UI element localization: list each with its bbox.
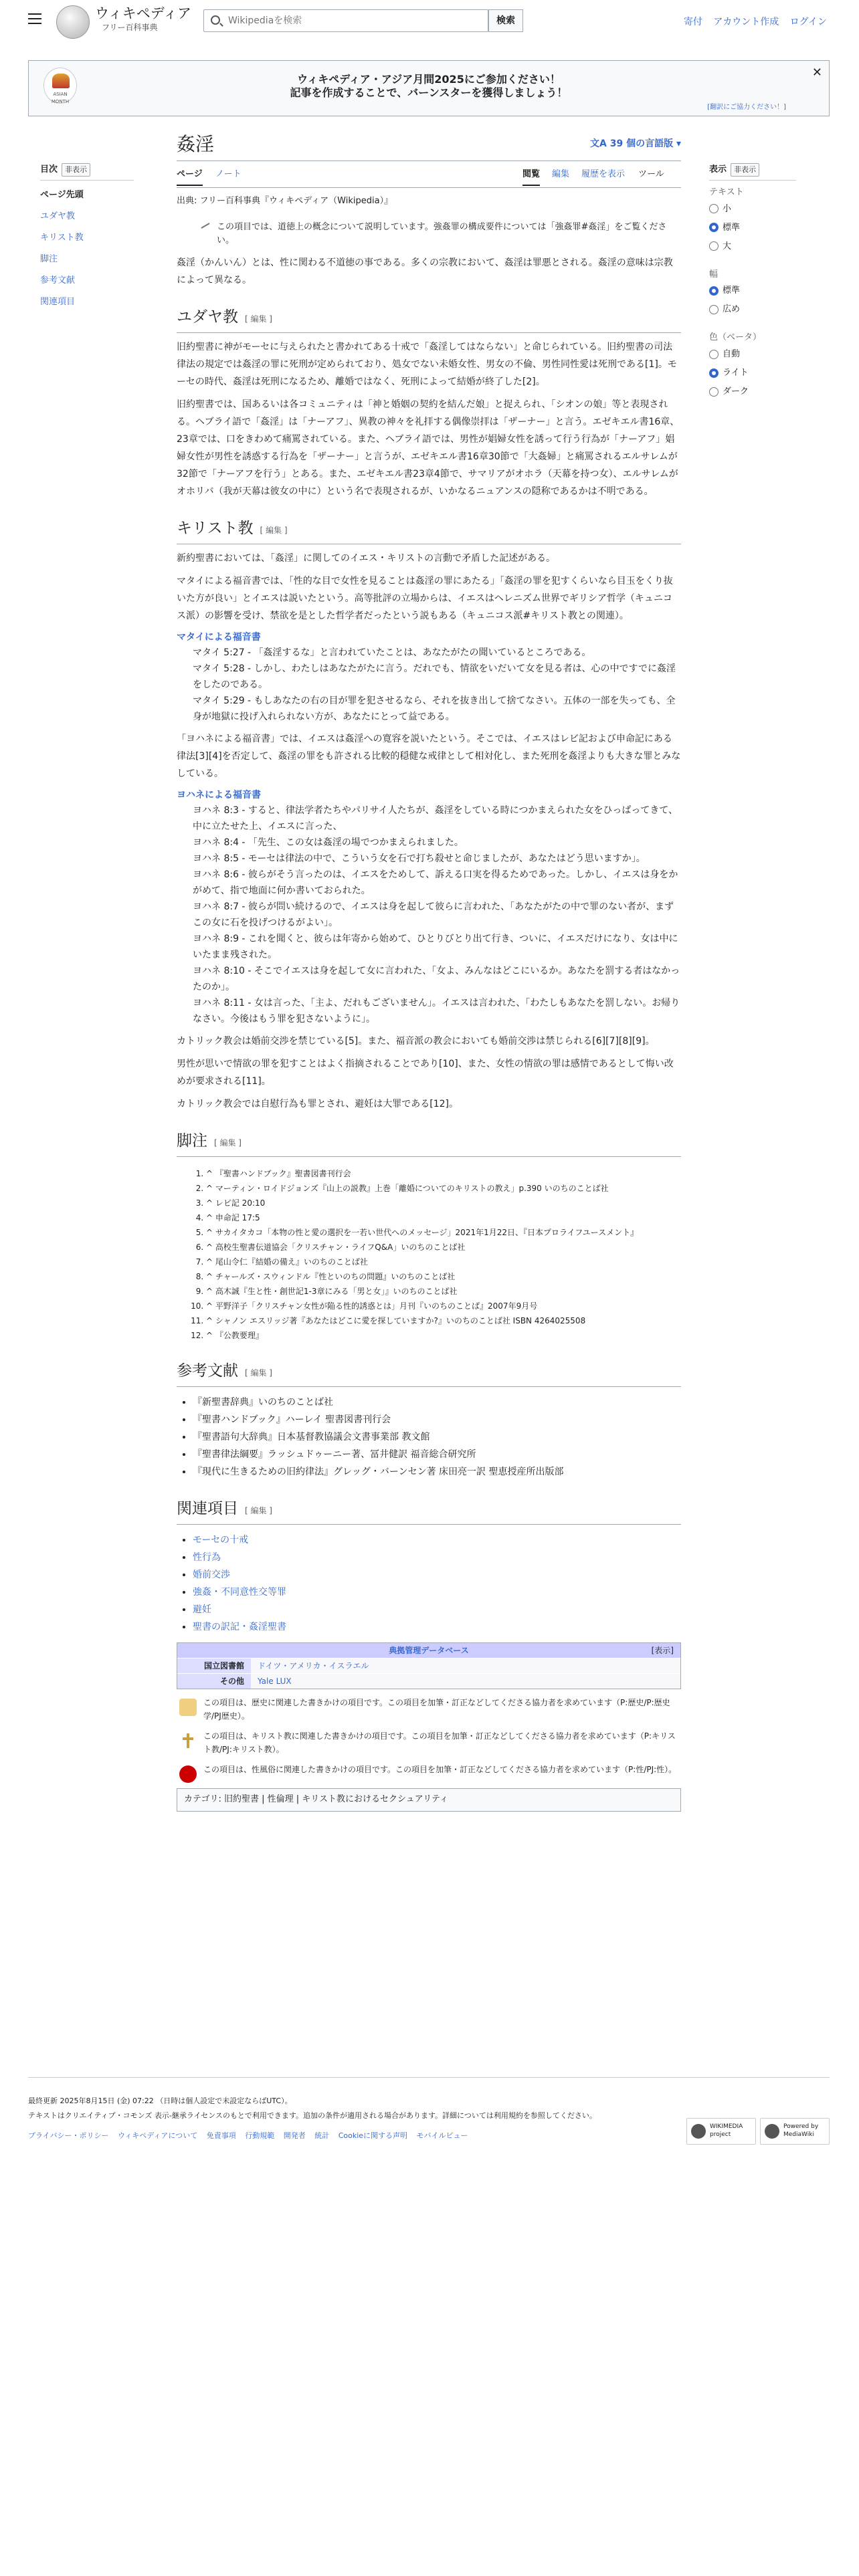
asian-month-badge: ASIAN MONTH — [43, 68, 77, 104]
wordmark[interactable]: ウィキペディア — [95, 5, 192, 21]
paragraph: 「ヨハネによる福音書」では、イエスは姦淫への寛容を説いたという。そこでは、イエスはレビ記および申命記にある律法[3][4]を否定して、姦淫の罪をも許される比較的穏健な戒律として相対化し、また死刑を姦淫よりも大きな罪とみなしている。 — [177, 733, 681, 779]
translate-link[interactable]: [翻訳にご協力ください！] — [707, 104, 786, 111]
cross-icon — [179, 1732, 197, 1749]
list-item: • 『聖書語句大辞典』日本基督教協議会文書事業部 教文館 — [193, 1428, 681, 1446]
authority-control-navbox — [177, 1642, 681, 1689]
footer-link[interactable]: ウィキペディアについて — [117, 2131, 198, 2140]
width-label: 幅 — [709, 269, 719, 280]
tab-page[interactable]: ページ — [177, 168, 203, 186]
donate-link[interactable]: 寄付 — [683, 17, 702, 27]
edit-link[interactable]: [ 編集 ] — [214, 1138, 242, 1148]
category-box[interactable]: カテゴリ: 旧約聖書 | 性倫理 | キリスト教におけるセクシュアリティ — [177, 1788, 681, 1812]
section-references: 参考文献 [ 編集 ] — [177, 1360, 681, 1387]
tagline: フリー百科事典 — [102, 23, 158, 32]
age-restriction-icon — [179, 1765, 197, 1783]
appearance-hide-button[interactable]: 非表示 — [731, 163, 759, 177]
footnote: 12. ^ 『公教要理』 — [206, 1328, 681, 1343]
width-standard-option[interactable]: 標準 — [709, 282, 796, 300]
verse: ヨハネ 8:7 - 彼らが問い続けるので、イエスは身を起して彼らに言われた、「あなたがたの中で罪のない者が、まずこの女に石を投げつけるがよい」。 — [193, 901, 674, 928]
toc-item-judaism[interactable]: ユダヤ教 — [40, 211, 76, 221]
wikimedia-badge[interactable]: WIKIMEDIA project — [686, 2118, 756, 2145]
color-light-option[interactable]: ライト — [709, 364, 796, 383]
verse: ヨハネ 8:3 - すると、律法学者たちやパリサイ人たちが、姦淫をしている時につかまえられた女をひっぱってきて、中に立たせた上、イエスに言った、 — [193, 804, 678, 832]
verse: マタイ 5:28 - しかし、わたしはあなたがたに言う。だれでも、情欲をいだいて女を見る者は、心の中ですでに姦淫をしたのである。 — [193, 663, 676, 690]
login-link[interactable]: ログイン — [789, 17, 827, 27]
footer-link[interactable]: モバイルビュー — [416, 2131, 468, 2140]
toc-item-christianity[interactable]: キリスト教 — [40, 232, 84, 243]
radio-icon — [709, 204, 719, 213]
edit-link[interactable]: [ 編集 ] — [260, 525, 288, 535]
verse: ヨハネ 8:6 - 彼らがそう言ったのは、イエスをためして、訴える口実を得るためであった。しかし、イエスは身をかがめて、指で地面に何か書いておられた。 — [193, 869, 678, 896]
history-icon — [179, 1699, 197, 1716]
color-auto-option[interactable]: 自動 — [709, 345, 796, 364]
edit-link[interactable]: [ 編集 ] — [245, 1505, 272, 1515]
footer-link[interactable]: 開発者 — [283, 2131, 306, 2140]
width-wide-option[interactable]: 広め — [709, 300, 796, 319]
wikipedia-logo[interactable] — [56, 5, 90, 39]
section-notes: 脚注 [ 編集 ] — [177, 1130, 681, 1157]
list-item: • 『新聖書辞典』いのちのことば社 — [193, 1394, 681, 1411]
stub-notice-christianity: この項目は、キリスト教に関連した書きかけの項目です。この項目を加筆・訂正などしてくださる協力者を求めています（P:キリスト教/PJ:キリスト教）。 — [177, 1729, 681, 1756]
reference-list — [193, 1394, 681, 1481]
paragraph: 旧約聖書では、国あるいは各コミュニティは「神と婚姻の契約を結んだ娘」と捉えられ、「シオンの娘」等と表現される。ヘブライ語で「姦淫」は「ナーアフ」、異教の神々を礼拝する偶像崇拝は「ザーナー」と言う。エゼキエル書16章、23章では、口をきわめて痛罵されている。また、ヘブライ語では、男性が娼婦女性を誘って行う行為が「ナーアフ」娼婦女性が男性を誘惑する行為を「ザーナー」と言うが、エゼキエル書16章30節で「大姦婦」と痛罵されるエルサレムが32節で「ナーアフを行う」とある。また、エゼキエル書23章4節で、サマリアがオホラ（天幕を持つ女）、エルサレムがオホリバ（我が天幕は彼女の中に）という名で表現されるが、いかなるニュアンスの隠称であるかは不明である。 — [177, 399, 680, 497]
navbox-row: その他 Yale LUX — [177, 1673, 680, 1689]
navbox-toggle[interactable]: [表示] — [651, 1645, 674, 1655]
footnote: 1. ^ 『聖書ハンドブック』聖書図書刊行会 — [206, 1166, 681, 1181]
radio-icon — [709, 305, 719, 314]
footnote: 10. ^ 平野洋子「クリスチャン女性が陥る性的誘惑とは」月刊『いのちのことば』2007年9月号 — [206, 1299, 681, 1313]
text-small-option[interactable]: 小 — [709, 200, 796, 219]
close-icon[interactable]: ✕ — [812, 66, 822, 80]
page-tabs — [177, 161, 681, 188]
language-button[interactable]: 文A 39 個の言語版 ▾ — [590, 138, 681, 149]
text-large-option[interactable]: 大 — [709, 237, 796, 256]
footnote-list — [203, 1166, 681, 1343]
text-standard-option[interactable]: 標準 — [709, 219, 796, 237]
section-christianity: キリスト教 [ 編集 ] — [177, 518, 681, 544]
footer-link[interactable]: 統計 — [314, 2131, 330, 2140]
verse-list — [193, 802, 681, 1027]
verse: ヨハネ 8:5 - モーセは律法の中で、こういう女を石で打ち殺せと命じましたが、あなたはどう思いますか」。 — [193, 853, 646, 864]
footnote: 8. ^ チャールズ・スウィンドル『性といのちの問題』いのちのことば社 — [206, 1269, 681, 1284]
search-box[interactable] — [203, 9, 488, 32]
paragraph: カトリック教会は婚前交渉を禁じている[5]。また、福音派の教会においても婚前交渉は禁じられる[6][7][8][9]。 — [177, 1035, 655, 1047]
related-link[interactable]: 婚前交渉 — [193, 1569, 230, 1580]
stub-notice-sexuality: この項目は、性風俗に関連した書きかけの項目です。この項目を加筆・訂正などしてくださる協力者を求めています（P:性/PJ:性）。 — [177, 1763, 681, 1776]
related-link[interactable]: 避妊 — [193, 1604, 211, 1615]
paragraph: マタイによる福音書では、「性的な目で女性を見ることは姦淫の罪にあたる」「姦淫の罪を犯すくらいなら目玉をくり抜いた方が良い」とイエスは説いたという。高等批評の立場からは、イエスはヘレニズム世界でギリシア哲学（キュニコス派）の影響を受け、禁欲を是とした哲学者だったという説もある（キュニコス派#キリスト教との関連）。 — [177, 575, 673, 621]
stub-notice-history: この項目は、歴史に関連した書きかけの項目です。この項目を加筆・訂正などしてくださる協力者を求めています（P:歴史/P:歴史学/PJ歴史）。 — [177, 1696, 681, 1723]
verse: ヨハネ 8:9 - これを聞くと、彼らは年寄から始めて、ひとりびとり出て行き、ついに、イエスだけになり、女は中にいたまま残された。 — [193, 933, 678, 960]
site-notice-banner — [28, 60, 830, 116]
license-text: テキストはクリエイティブ・コモンズ 表示-継承ライセンスのもとで利用できます。追加の条件が適用される場合があります。詳細については利用規約を参照してください。 — [28, 2111, 597, 2120]
tab-talk[interactable]: ノート — [215, 169, 242, 179]
verse: ヨハネ 8:11 - 女は言った、「主よ、だれもございません」。イエスは言われた、「わたしもあなたを罰しない。お帰りなさい。今後はもう罪を犯さないように」。 — [193, 997, 680, 1025]
paragraph: 男性が思いで情欲の罪を犯すことはよく指摘されることであり[10]、また、女性の情欲の罪は感情であるとして悔い改めが要求される[11]。 — [177, 1058, 674, 1087]
paragraph: カトリック教会では自慰行為も罪とされ、避妊は大罪である[12]。 — [177, 1098, 459, 1109]
create-account-link[interactable]: アカウント作成 — [713, 17, 779, 27]
disambiguation-icon — [201, 223, 212, 233]
article-content — [177, 131, 681, 1812]
footnote: 4. ^ 申命記 17:5 — [206, 1210, 681, 1225]
user-tools — [676, 15, 827, 29]
toc-hide-button[interactable]: 非表示 — [62, 163, 90, 177]
footnote: 2. ^ マーティン・ロイドジョンズ『山上の説教』上巻「離婚についてのキリストの教え」p.390 いのちのことば社 — [206, 1181, 681, 1196]
from-line: 出典: フリー百科事典『ウィキペディア（Wikipedia）』 — [177, 196, 393, 206]
lead-paragraph: 姦淫（かんいん）とは、性に関わる不道徳の事である。多くの宗教において、姦淫は罪悪とされる。姦淫の意味は宗教によって異なる。 — [177, 257, 673, 286]
radio-icon — [709, 223, 719, 232]
related-link[interactable]: 強姦・不同意性交等罪 — [193, 1586, 286, 1598]
footnote: 3. ^ レビ記 20:10 — [206, 1196, 681, 1210]
subheading-john: ヨハネによる福音書 — [177, 789, 261, 800]
list-item: • 『聖書律法綱要』ラッシュドゥーニー著、冨井健訳 福音総合研究所 — [193, 1446, 681, 1463]
tab-edit[interactable]: 編集 — [552, 169, 570, 179]
site-header — [0, 0, 859, 43]
toc-item-related[interactable]: 関連項目 — [40, 296, 76, 307]
list-item: • 『聖書ハンドブック』ハーレイ 聖書図書刊行会 — [193, 1411, 681, 1428]
footnote: 6. ^ 高校生聖書伝道協会「クリスチャン・ライフQ&A」いのちのことば社 — [206, 1240, 681, 1255]
hatnote: この項目では、道徳上の概念について説明しています。強姦罪の構成要件については「強姦罪#姦淫」をご覧ください。 — [217, 221, 681, 247]
edit-link[interactable]: [ 編集 ] — [245, 314, 272, 324]
footer-link[interactable]: 免責事項 — [206, 2131, 236, 2140]
verse: ヨハネ 8:4 - 「先生、この女は姦淫の場でつかまえられました。 — [193, 837, 464, 848]
footnote: 5. ^ サカイタカコ「本物の性と愛の選択を一若い世代へのメッセージ」2021年1月22日、『日本プロライフユースメント』 — [206, 1225, 681, 1240]
search-input[interactable] — [228, 14, 429, 27]
footer-link[interactable]: Cookieに関する声明 — [338, 2131, 408, 2140]
section-judaism: ユダヤ教 [ 編集 ] — [177, 306, 681, 333]
footer-link[interactable]: プライバシー・ポリシー — [28, 2131, 109, 2140]
paragraph: 旧約聖書に神がモーセに与えられたと書かれてある十戒で「姦淫してはならない」と命じられている。旧約聖書の司法律法の規定では姦淫の罪に死刑が定められており、処女でない未婚女性、男女の不倫、男性同性愛は死刑である[1]。モーセの時代、姦淫は死刑になるため、離婚ではなく、死刑によって結婚が終了した[2]。 — [177, 341, 677, 387]
list-item: • 『現代に生きるための旧約律法』グレッグ・バーンセン著 床田亮一訳 聖恵授産所出版部 — [193, 1463, 681, 1481]
paragraph: 新約聖書においては、「姦淫」に関してのイエス・キリストの言動で矛盾した記述がある。 — [177, 552, 556, 564]
tab-tools[interactable]: ツール — [638, 169, 664, 179]
navbox-row: 国立図書館 ドイツ・アメリカ・イスラエル — [177, 1658, 680, 1673]
footer-link[interactable]: 行動規範 — [245, 2131, 275, 2140]
main-menu-icon[interactable] — [28, 13, 41, 24]
radio-icon — [709, 286, 719, 296]
appearance-title: 表示 非表示 — [709, 163, 796, 181]
radio-icon — [709, 368, 719, 378]
banner-text: ウィキペディア・アジア月間2025にご参加ください！ 記事を作成することで、バーンスターを獲得しましょう！ — [290, 73, 568, 99]
tab-history[interactable]: 履歴を表示 — [581, 169, 626, 179]
toc-item-references[interactable]: 参考文献 — [40, 275, 76, 286]
footnote: 11. ^ シャノン エスリッジ著『あなたはどこに愛を探していますか?』いのちのことば社 ISBN 4264025508 — [206, 1313, 681, 1328]
toc-item-top[interactable]: ページ先頭 — [40, 189, 84, 200]
radio-icon — [709, 241, 719, 251]
navbox-title: [表示] 典拠管理データベース — [177, 1643, 680, 1658]
appearance-panel — [709, 163, 796, 401]
footnote: 9. ^ 高木誠『生と性・創世記1-3章にみる「男と女」』いのちのことば社 — [206, 1284, 681, 1299]
verse-list — [193, 645, 681, 725]
toc-title: 目次 非表示 — [40, 163, 134, 181]
search-button[interactable]: 検索 — [488, 9, 523, 32]
verse: マタイ 5:29 - もしあなたの右の目が罪を犯させるなら、それを抜き出して捨てなさい。五体の一部を失っても、全身が地獄に投げ入れられない方が、あなたにとって益である。 — [193, 695, 676, 722]
footnote: 7. ^ 尾山令仁『結婚の備え』いのちのことば社 — [206, 1255, 681, 1269]
verse: ヨハネ 8:10 - そこでイエスは身を起して女に言われた、「女よ、みんなはどこにいるか。あなたを罰する者はなかったのか」。 — [193, 965, 680, 992]
related-link[interactable]: モーセの十戒 — [193, 1534, 249, 1545]
radio-icon — [709, 387, 719, 397]
mediawiki-badge[interactable]: Powered by MediaWiki — [760, 2118, 830, 2145]
page-title: 姦淫 — [177, 131, 681, 161]
page-footer — [28, 2077, 830, 2143]
subheading-matthew: マタイによる福音書 — [177, 631, 261, 643]
toc-item-notes[interactable]: 脚注 — [40, 253, 58, 264]
color-dark-option[interactable]: ダーク — [709, 383, 796, 401]
search-icon — [211, 15, 220, 25]
related-link[interactable]: 聖書の訳記・姦淫聖書 — [193, 1621, 286, 1632]
verse: マタイ 5:27 - 「姦淫するな」と言われていたことは、あなたがたの聞いているところである。 — [193, 647, 591, 658]
related-list — [193, 1531, 681, 1636]
last-modified: 最終更新 2025年8月15日 (金) 07:22 （日時は個人設定で未設定ならばUTC）。 — [28, 2097, 292, 2105]
section-related: 関連項目 [ 編集 ] — [177, 1498, 681, 1525]
radio-icon — [709, 350, 719, 359]
related-link[interactable]: 性行為 — [193, 1551, 221, 1563]
color-label: 色（ベータ） — [709, 332, 762, 343]
edit-link[interactable]: [ 編集 ] — [245, 1368, 272, 1378]
tab-read[interactable]: 閲覧 — [522, 168, 540, 186]
text-size-label: テキスト — [709, 187, 744, 197]
table-of-contents — [40, 163, 134, 313]
